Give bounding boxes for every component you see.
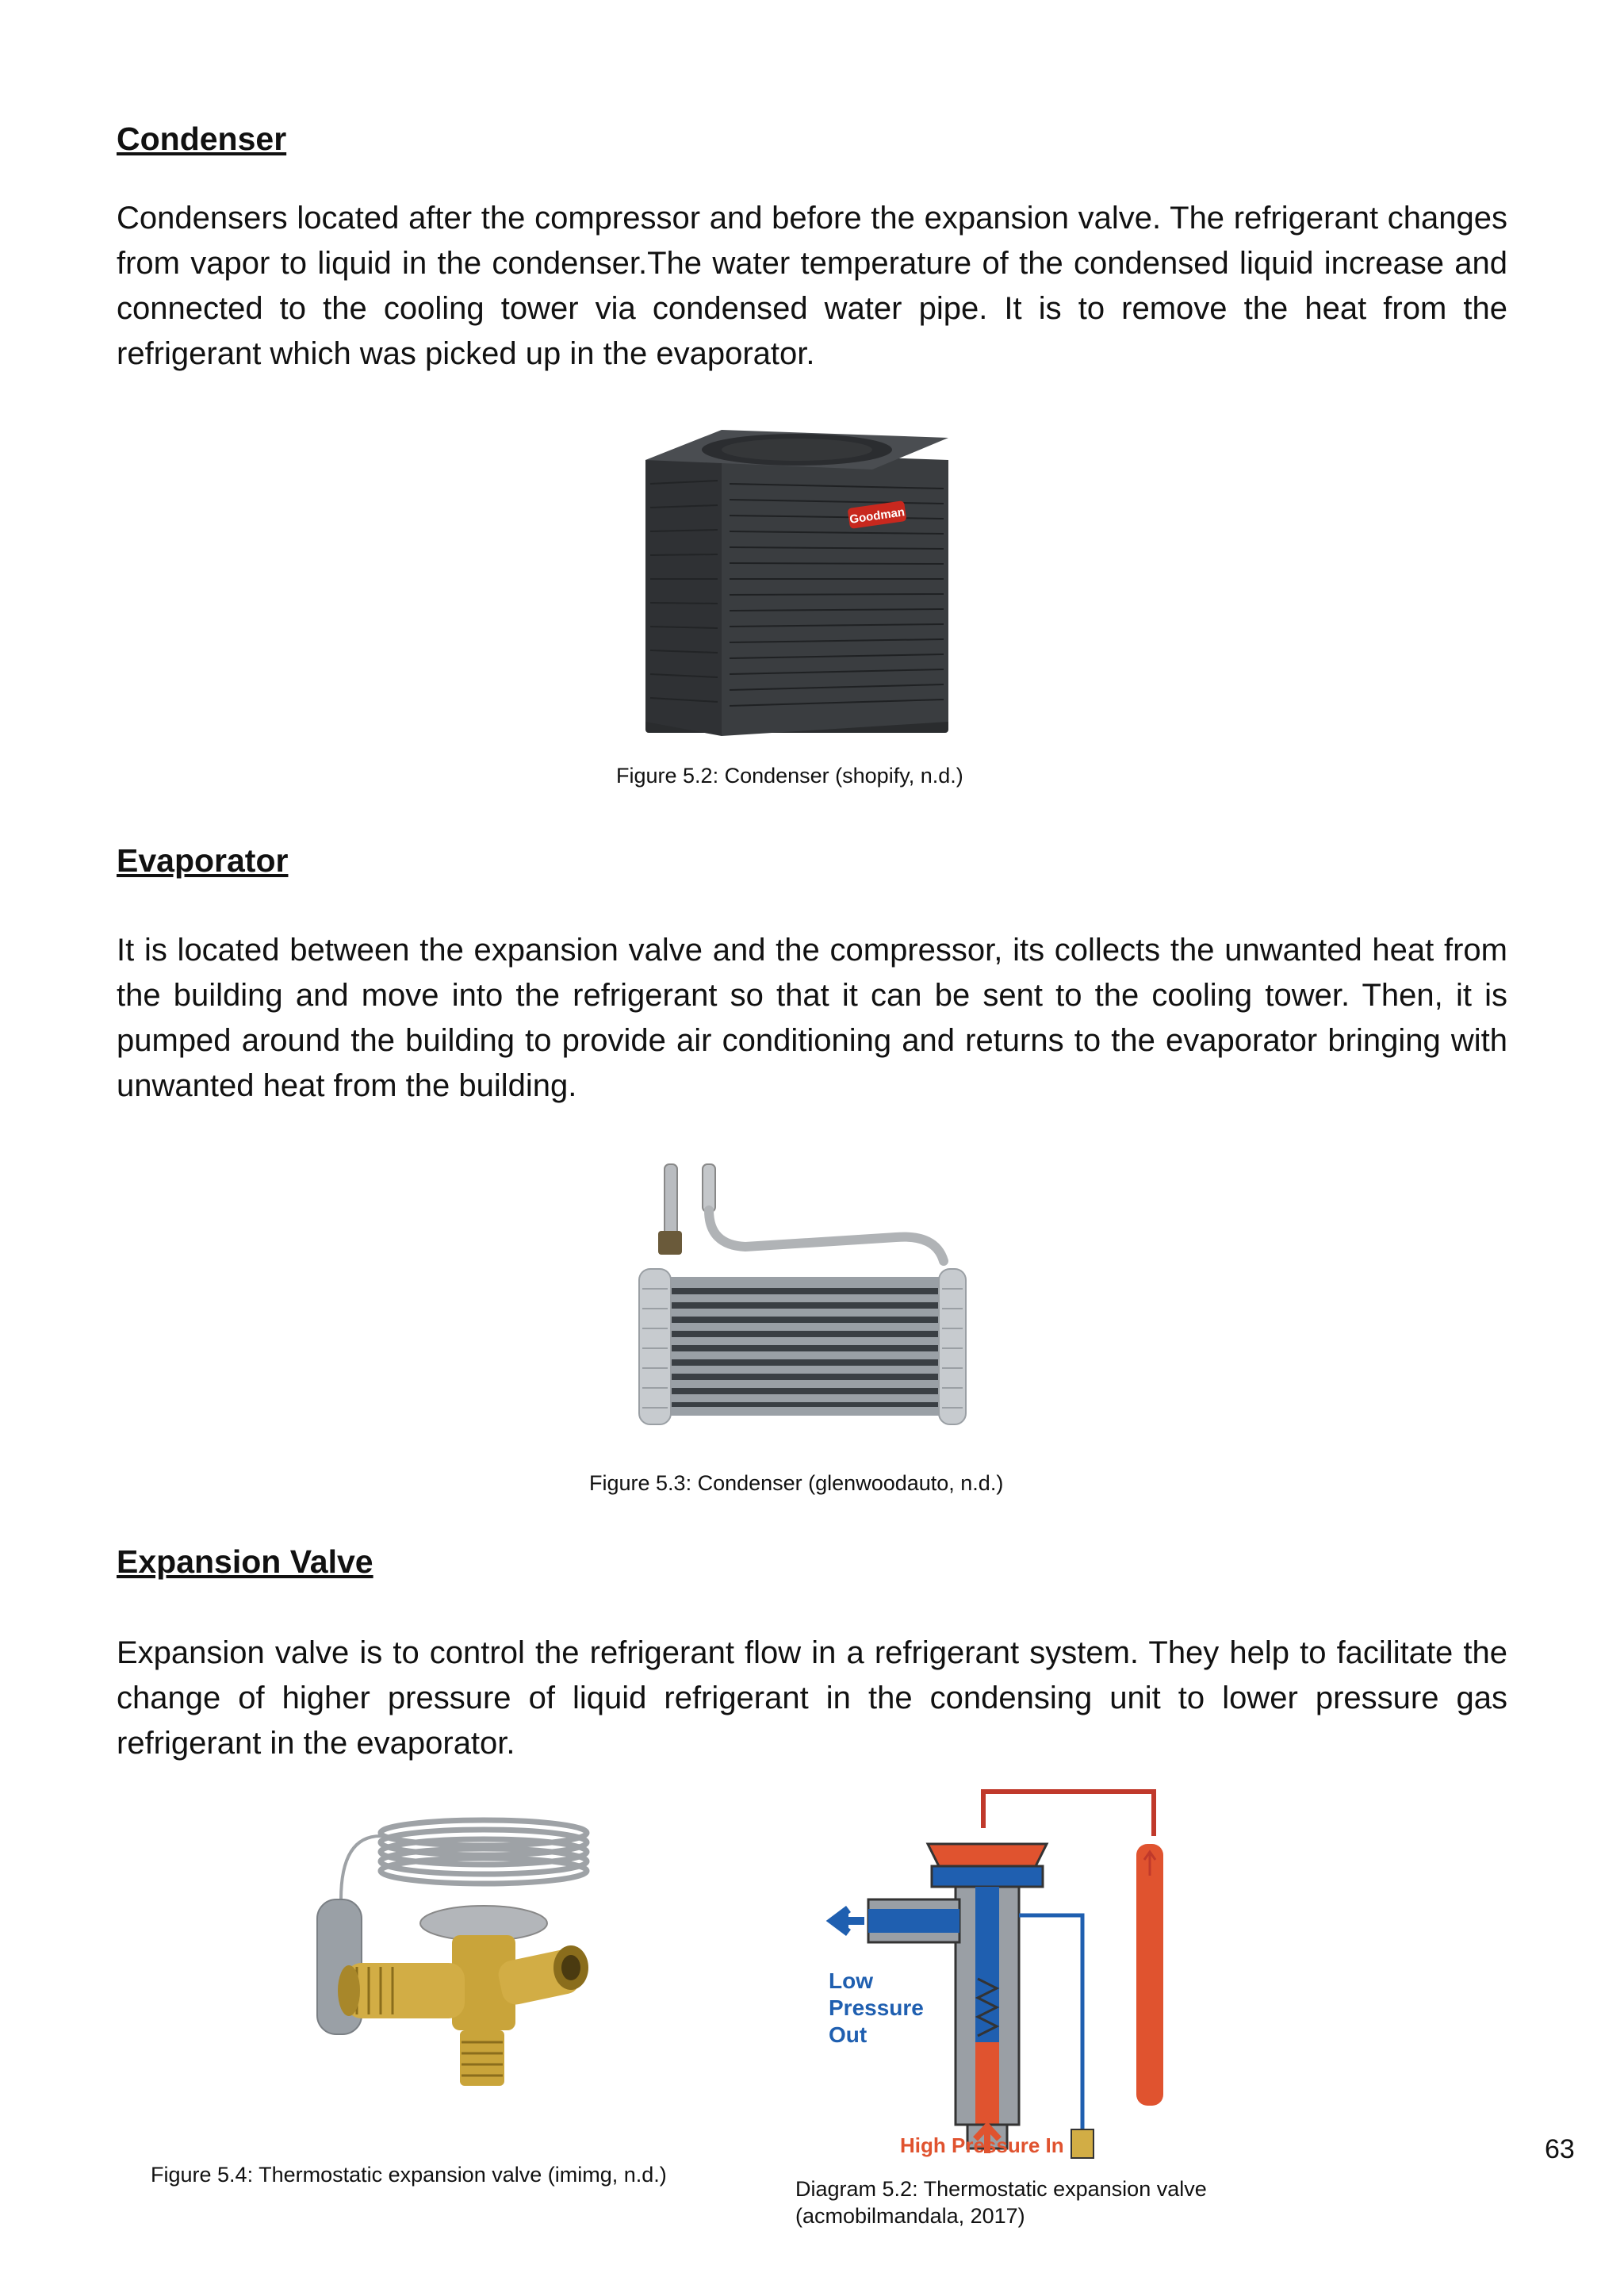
low-pressure-label-line2: Pressure xyxy=(829,1995,924,2020)
diagram-caption-line1: Diagram 5.2: Thermostatic expansion valve xyxy=(795,2177,1207,2201)
condenser-heading: Condenser xyxy=(117,121,287,157)
evaporator-paragraph: It is located between the expansion valve and the compressor, its collects the unwanted heat from the building and move into the refrigerant so that it can be sent to the cooling tower. Then, it is pumped around the building to provide air conditioning and returns to the evaporator bringing with unwanted heat from the building. xyxy=(117,933,1507,1103)
expansion-valve-paragraph: Expansion valve is to control the refrigerant flow in a refrigerant system. They help to facilitate the change of higher pressure of liquid refrigerant in the condensing unit to lower pressure gas refrigerant in the evaporator. xyxy=(117,1635,1507,1761)
high-pressure-label: High Pressure In xyxy=(900,2133,1064,2157)
condenser-paragraph: Condensers located after the compressor and before the expansion valve. The refrigerant changes from vapor to liquid in the condenser.The water temperature of the condensed liquid increase and connected to the cooling tower via condensed water pipe. It is to remove the heat from the refrigerant which was picked up in the evaporator. xyxy=(117,201,1507,371)
page-number: 63 xyxy=(1545,2134,1575,2164)
brand-label: Goodman xyxy=(848,505,906,527)
evaporator-heading: Evaporator xyxy=(117,842,289,879)
evaporator-coil-image xyxy=(634,1158,967,1443)
condenser-figure-caption: Figure 5.2: Condenser (shopify, n.d.) xyxy=(616,764,963,788)
expansion-valve-heading: Expansion Valve xyxy=(117,1543,373,1580)
low-pressure-label-line1: Low xyxy=(829,1968,873,1993)
valve-figure-caption: Figure 5.4: Thermostatic expansion valve (imimg, n.d.) xyxy=(151,2163,667,2187)
expansion-valve-diagram xyxy=(821,1780,1193,2161)
low-pressure-label-line3: Out xyxy=(829,2022,868,2047)
diagram-caption-line2: (acmobilmandala, 2017) xyxy=(795,2204,1025,2228)
condenser-unit-image xyxy=(634,428,959,746)
diagram-caption xyxy=(795,2175,1207,2229)
evaporator-figure-caption: Figure 5.3: Condenser (glenwoodauto, n.d.) xyxy=(589,1471,1004,1495)
thermostatic-valve-image xyxy=(293,1804,611,2114)
